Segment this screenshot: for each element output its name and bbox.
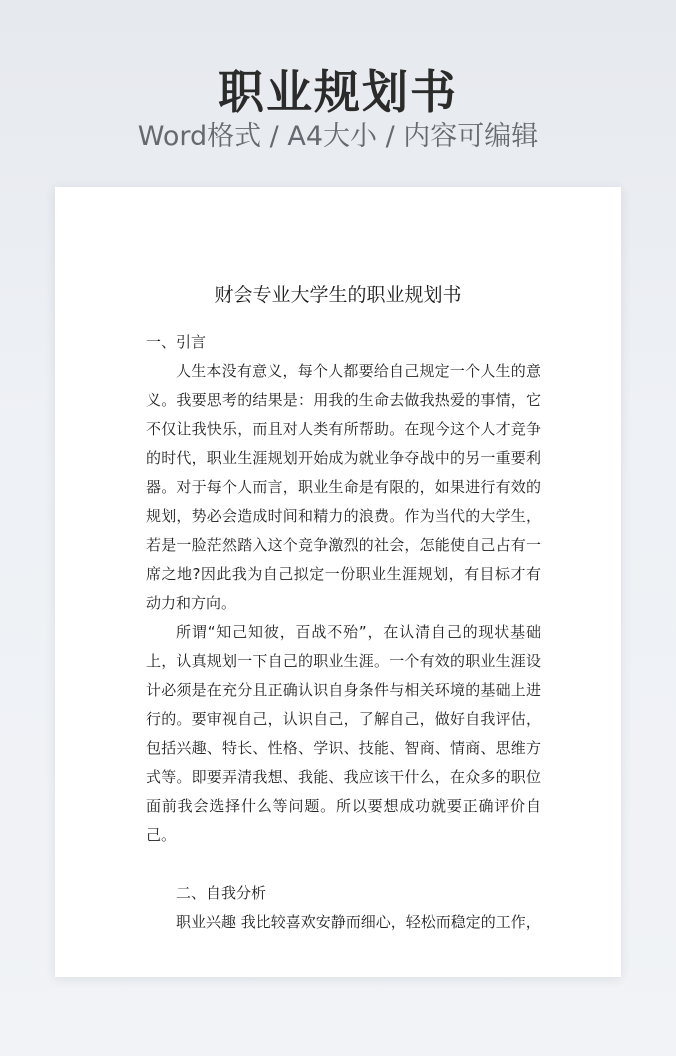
document-body <box>146 328 541 937</box>
paragraph-intro-1: 人生本没有意义，每个人都要给自己规定一个人生的意义。我要思考的结果是：用我的生命去做我热爱的事情，它不仅让我快乐，而且对人类有所帮助。在现今这个人才竞争的时代，职业生涯规划开始成为就业争夺战中的另一重要利器。对于每个人而言，职业生命是有限的，如果进行有效的规划，势必会造成时间和精力的浪费。作为当代的大学生，若是一脸茫然踏入这个竞争激烈的社会，怎能使自己占有一席之地?因此我为自己拟定一份职业生涯规划，有目标才有动力和方向。 <box>146 362 541 612</box>
document-title: 财会专业大学生的职业规划书 <box>214 284 462 306</box>
section-heading-intro: 一、引言 <box>146 333 207 351</box>
banner-title: 职业规划书 <box>218 65 458 119</box>
document-page <box>55 187 621 977</box>
paragraph-self-analysis-1: 职业兴趣 我比较喜欢安静而细心，轻松而稳定的工作， <box>176 913 541 931</box>
section-heading-self-analysis: 二、自我分析 <box>176 884 267 902</box>
banner-subtitle: Word格式 / A4大小 / 内容可编辑 <box>137 121 539 152</box>
paragraph-intro-2: 所谓“知己知彼，百战不殆”，在认清自己的现状基础上，认真规划一下自己的职业生涯。一个有效的职业生涯设计必须是在充分且正确认识自身条件与相关环境的基础上进行的。要审视自己，认识自己，了解自己，做好自我评估，包括兴趣、特长、性格、学识、技能、智商、情商、思维方式等。即要弄清我想、我能、我应该干什么，在众多的职位面前我会选择什么等问题。所以要想成功就要正确评价自己。 <box>146 623 541 844</box>
